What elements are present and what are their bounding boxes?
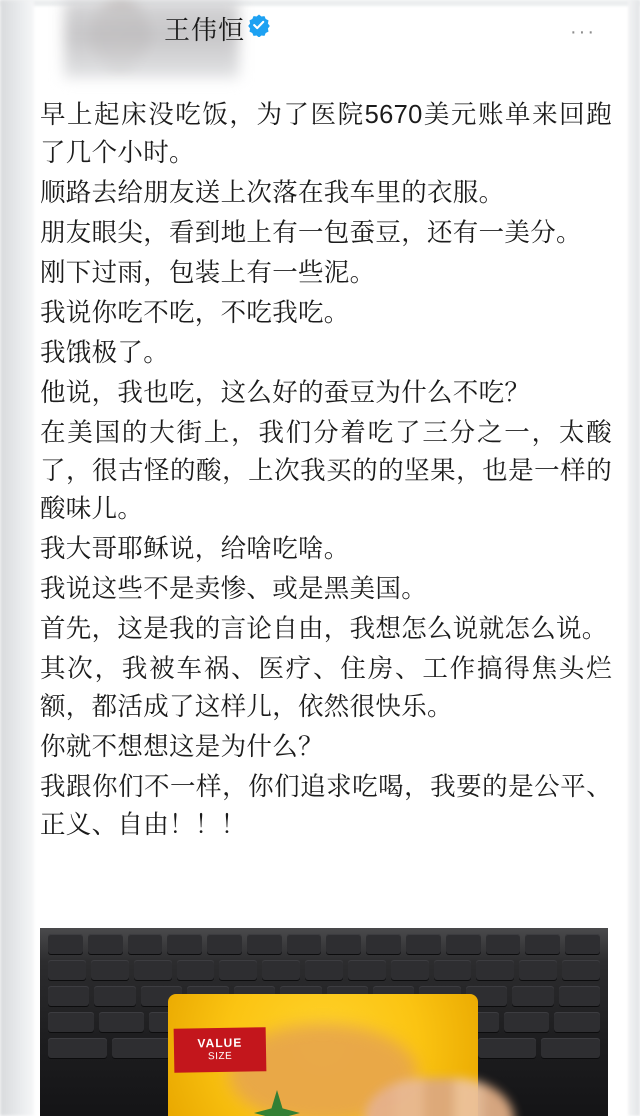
- post-paragraph: 我说这些不是卖惨、或是黑美国。: [40, 575, 428, 603]
- post-paragraph: 其次，我被车祸、医疗、住房、工作搞得焦头烂额，都活成了这样儿，依然很快乐。: [40, 655, 612, 721]
- post-paragraph: 你就不想想这是为什么？: [40, 733, 324, 761]
- value-label-subtext: SIZE: [207, 1050, 233, 1063]
- screenshot-left-edge: [0, 0, 34, 1116]
- post-paragraph: 我说你吃不吃，不吃我吃。: [40, 299, 350, 327]
- keyboard-background: [40, 928, 608, 1116]
- value-size-label: [174, 1027, 267, 1073]
- snack-bag: [168, 994, 478, 1116]
- post-paragraph: 在美国的大街上，我们分着吃了三分之一，太酸了，很古怪的酸，上次我买的的坚果，也是一样的酸味儿。: [40, 419, 612, 523]
- post-paragraph: 我饿极了。: [40, 339, 170, 367]
- post-image-attachment[interactable]: [40, 928, 608, 1116]
- author-name[interactable]: 王伟恒: [164, 15, 246, 45]
- verified-badge-icon: [247, 13, 271, 37]
- value-label-text: VALUE: [197, 1035, 243, 1051]
- more-options-icon[interactable]: ···: [570, 21, 596, 43]
- post-text: [34, 96, 620, 846]
- post-paragraph: 他说，我也吃，这么好的蚕豆为什么不吃？: [40, 379, 531, 407]
- post-header: [34, 0, 628, 82]
- post-paragraph: 我跟你们不一样，你们追求吃喝，我要的是公平、正义、自由！！！: [40, 773, 612, 839]
- post-paragraph: 朋友眼尖，看到地上有一包蚕豆，还有一美分。: [40, 219, 582, 247]
- post-paragraph: 我大哥耶稣说，给啥吃啥。: [40, 535, 350, 563]
- post-paragraph: 刚下过雨，包装上有一些泥。: [40, 259, 376, 287]
- screenshot-right-edge: [628, 0, 640, 1116]
- post-paragraph: 顺路去给朋友送上次落在我车里的衣服。: [40, 179, 505, 207]
- post-paragraph: 首先，这是我的言论自由，我想怎么说就怎么说。: [40, 615, 608, 643]
- post-paragraph: 早上起床没吃饭，为了医院5670美元账单来回跑了几个小时。: [40, 101, 612, 167]
